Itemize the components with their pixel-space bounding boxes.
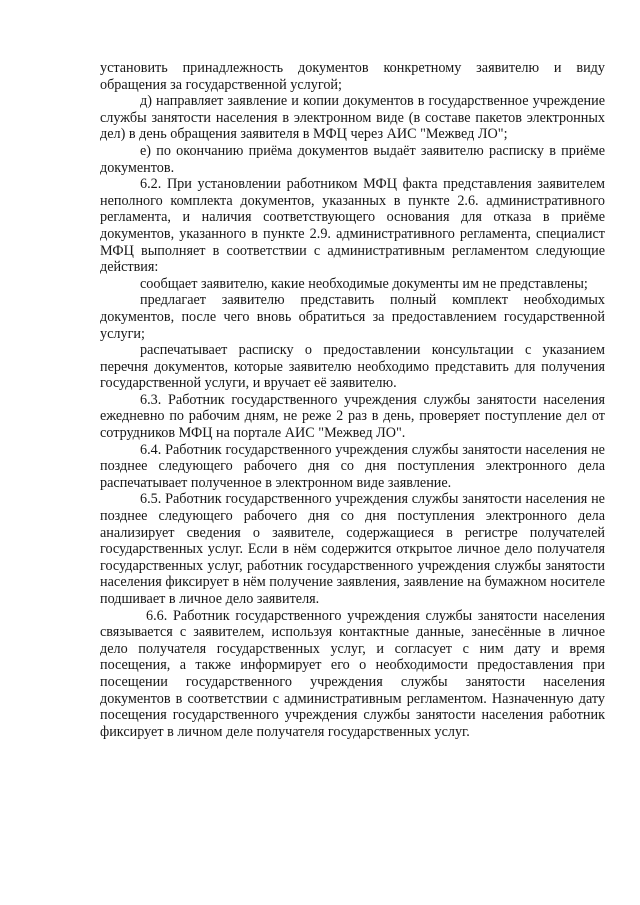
paragraph: установить принадлежность документов конкретному заявителю и виду обращения за государственной услугой; <box>100 60 605 93</box>
paragraph: д) направляет заявление и копии документов в государственное учреждение службы занятости населения в электронном виде (в составе пакетов электронных дел) в день обращения заявителя в МФЦ через АИС "Межвед ЛО"; <box>100 93 605 143</box>
document-page <box>100 60 605 740</box>
paragraph: распечатывает расписку о предоставлении консультации с указанием перечня документов, которые заявителю необходимо представить для получения государственной услуги, и вручает её заявителю. <box>100 342 605 392</box>
paragraph: 6.4. Работник государственного учреждения службы занятости населения не позднее следующего рабочего дня со дня поступления электронного дела распечатывает полученное в электронном виде заявление. <box>100 441 605 491</box>
paragraph: сообщает заявителю, какие необходимые документы им не представлены; <box>140 275 588 292</box>
paragraph: 6.5. Работник государственного учреждения службы занятости населения не позднее следующего рабочего дня со дня поступления электронного дела анализирует сведения о заявителе, содержащиеся в регистре получателей государственных услуг. Если в нём содержится открытое личное дело получателя государственных услуг, работник государственного учреждения службы занятости населения фиксирует в нём получение заявления, заявление на бумажном носителе подшивает в личное дело заявителя. <box>100 491 605 607</box>
paragraph: 6.2. При установлении работником МФЦ факта представления заявителем неполного комплекта документов, указанных в пункте 2.6. административного регламента, и наличия соответствующего основания для отказа в приёме документов, указанного в пункте 2.9. административного регламента, специалист МФЦ выполняет в соответствии с административным регламентом следующие действия: <box>100 176 605 276</box>
paragraph: е) по окончанию приёма документов выдаёт заявителю расписку в приёме документов. <box>100 142 605 176</box>
paragraph: 6.3. Работник государственного учреждения службы занятости населения ежедневно по рабочим дням, не реже 2 раз в день, проверяет поступление дел от сотрудников МФЦ на портале АИС "Межвед ЛО". <box>100 391 605 442</box>
paragraph: 6.6. Работник государственного учреждения службы занятости населения связывается с заявителем, используя контактные данные, занесённые в личное дело получателя государственных услуг, и согласует с ним дату и время посещения, а также информирует его о необходимости предоставления при посещении государственного учреждения службы занятости населения документов в соответствии с административным регламентом. Назначенную дату посещения государственного учреждения службы занятости населения работник фиксирует в личном деле получателя государственных услуг. <box>100 607 605 740</box>
paragraph: предлагает заявителю представить полный комплект необходимых документов, после чего вновь обратиться за предоставлением государственной услуги; <box>100 292 605 342</box>
